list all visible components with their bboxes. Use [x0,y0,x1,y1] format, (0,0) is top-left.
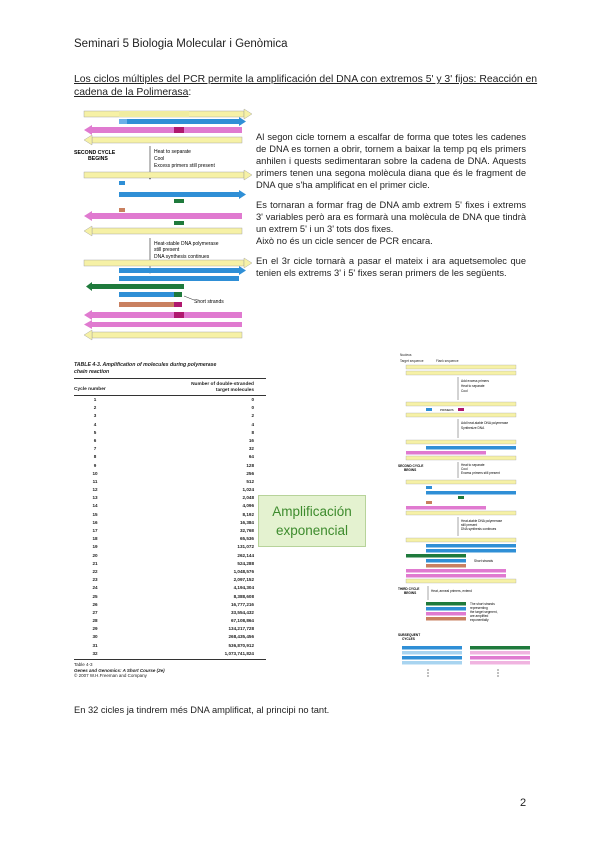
table-row [74,650,266,658]
section-title-colon: : [188,87,192,98]
amp-line-1: Amplificación [272,504,352,519]
table-row [74,519,266,527]
amplification-table [74,362,266,679]
cycle-cell: 28 [92,618,98,624]
molecules-cell: 268,435,456 [228,634,254,640]
cycle-cell: 18 [92,536,98,542]
molecules-cell: 536,870,912 [228,642,254,648]
strand-top-1 [84,109,252,119]
table-row [74,421,266,429]
rf-still: still present [461,523,478,527]
table-row [74,642,266,650]
table-row [74,478,266,486]
table-row [74,486,266,494]
cycle-cell: 3 [93,413,97,419]
table-row [74,527,266,535]
cycle-cell: 29 [92,626,98,632]
molecules-cell: 8,388,608 [233,593,254,599]
heat-stable-label: Heat-stable DNA polymerase [154,241,219,247]
page-number: 2 [520,797,527,809]
page-header: Seminari 5 Biologia Molecular i Genòmica [74,38,288,50]
rf-heat2: Heat to separate [461,463,485,467]
table-row [74,453,266,461]
col-molecules-line2: target molecules [215,387,254,393]
table-title-1: TABLE 4-3. Amplification of molecules during polymerase [74,362,217,368]
cycle-cell: 7 [93,446,97,452]
cycle-cell: 5 [93,429,97,435]
section-title [74,73,544,99]
excess-label: Excess primers still present [154,163,215,169]
explanation-text [256,131,526,287]
rf-excess: Excess primers still present [461,471,500,475]
cycle-cell: 32 [92,650,98,656]
rf-heat3: Heat, anneal primers, extend [431,589,472,593]
table-row [74,625,266,633]
table-body [74,396,266,658]
molecules-cell: 2 [251,413,254,419]
table-row [74,609,266,617]
table-row [74,617,266,625]
rf-final5: exponentially [470,618,489,622]
rf-begins: BEGINS [404,468,417,472]
cycle-cell: 22 [92,568,98,574]
cycle-cell: 24 [92,585,98,591]
molecules-cell: 1,024 [242,487,254,493]
table-row [74,462,266,470]
strand-top-3 [84,125,242,135]
cycle-cell: 13 [92,495,98,501]
cycle-cell: 31 [92,642,98,648]
table-footer [74,662,266,679]
table-row [74,494,266,502]
cycle-cell: 8 [93,454,97,460]
molecules-cell: 524,288 [237,560,254,566]
molecules-cell: 16,777,216 [231,601,254,607]
rf-third: THIRD CYCLE [398,587,420,591]
heat-label: Heat to separate [154,149,191,155]
table-row [74,396,266,404]
molecules-cell: 262,144 [237,552,254,558]
molecules-cell: 256 [246,470,254,476]
rf-final2: representing [470,606,488,610]
table-row [74,535,266,543]
cycle-cell: 23 [92,577,98,583]
cycle-cell: 17 [92,528,98,533]
cycle-cell: 30 [92,634,98,640]
strand-top-4 [84,135,242,145]
molecules-cell: 33,554,432 [231,609,254,615]
molecules-cell: 128 [246,462,254,468]
pcr-cycle-diagram [74,100,254,352]
molecules-cell: 67,108,864 [231,618,254,624]
table-row [74,601,266,609]
rf-final4: are amplified [470,614,489,618]
molecules-cell: 32 [248,446,254,452]
table-row [74,437,266,445]
still-present-label: still present [154,247,180,253]
cycle-cell: 14 [92,503,98,509]
table-row [74,404,266,412]
second-cycle-label: SECOND CYCLE [74,150,116,156]
cycle-cell: 20 [92,552,98,558]
molecules-cell: 16 [248,437,254,443]
cycle-cell: 11 [92,478,98,484]
rf-subsequent: SUBSEQUENT [398,633,421,637]
paragraph-3: Això no és un cicle sencer de PCR encara. [256,236,433,246]
rf-add-poly: Add heat-stable DNA polymerase [461,421,509,425]
molecules-cell: 1,048,576 [233,568,254,574]
section-title-text: Los ciclos múltiples del PCR permite la amplificación del DNA con extremos 5' y 3' fijos: Reacción en cadena de la Polimerasa [74,74,538,98]
rf-final1: The short strands [470,602,495,606]
cycle-cell: 16 [92,519,98,525]
molecules-cell: 512 [246,478,254,484]
cycle-cell: 6 [93,437,97,443]
molecules-cell: 2,097,152 [233,577,254,583]
rf-flank: Flank sequence [436,359,459,363]
cycle-cell: 26 [92,601,98,607]
table-row [74,568,266,576]
molecules-cell: 134,217,728 [228,626,254,632]
rf-second: SECOND CYCLE [398,464,424,468]
molecules-cell: 4,194,304 [233,585,254,591]
molecules-cell: 8 [251,429,254,435]
rf-target: Target sequence [400,359,424,363]
table-row [74,445,266,453]
table-foot-label: Table 4-3 [74,662,93,667]
table-header [74,379,266,395]
table-row [74,502,266,510]
molecules-cell: 65,536 [239,536,254,542]
rf-cool2: Cool [461,467,468,471]
rf-heat-stable: Heat-stable DNA polymerase [461,519,503,523]
molecules-cell: 32,768 [239,528,254,533]
amplification-box [258,495,366,547]
rf-cycles: CYCLES [402,637,415,641]
table-row [74,543,266,551]
cycle-cell: 9 [93,462,97,468]
molecules-cell: 0 [251,397,254,402]
begins-label: BEGINS [88,156,108,162]
rf-cool: Cool [461,389,468,393]
table-title-2: chain reaction [74,368,110,375]
rf-nucleus: Nucleus [400,353,412,357]
col-molecules [144,382,254,393]
table-row [74,511,266,519]
table-row [74,470,266,478]
rf-short: Short strands [474,559,493,563]
molecules-cell: 1,073,741,824 [224,650,254,656]
amp-line-2: exponencial [275,523,349,538]
molecules-cell: 2,048 [242,495,254,501]
molecules-cell: 8,192 [242,511,254,517]
table-row [74,584,266,592]
cycle-cell: 21 [92,560,98,566]
table-row [74,412,266,420]
table-copyright: © 2007 W.H.Freeman and Company [74,673,147,678]
table-row [74,552,266,560]
cool-label: Cool [154,156,165,162]
table-row [74,429,266,437]
cycle-cell: 19 [92,544,98,550]
molecules-cell: 16,384 [239,519,254,525]
rf-heat-sep: Heat to separate [461,384,485,388]
cycle-cell: 12 [92,487,98,493]
paragraph-2: Es tornaran a formar frag de DNA amb extrem 5' fixes i extrems 3' variables però ara es formarà una molècula de DNA que tindrà un extrem 5' i un 3' tots dos fixes. [256,200,526,234]
rf-third-begins: BEGINS [404,591,417,595]
paragraph-4: En el 3r cicle tornarà a pasar el mateix i ara aquetsemolec que tenien els extrems 3' i 5' fixes seran primers de les següents. [256,256,526,278]
table-source: Genes and Genomics: A Short Course (2e) [74,667,165,673]
cycle-cell: 1 [93,397,97,402]
cycle-cell: 25 [92,593,98,599]
col-molecules-line1: Number of double-stranded [191,382,254,387]
cycle-cell: 2 [93,405,97,411]
cycle-cell: 4 [93,421,97,427]
molecules-cell: 131,072 [237,544,254,550]
rf-primers: PRIMERS [440,408,454,412]
pcr-full-diagram [398,350,548,698]
rf-synth: Synthesize DNA [461,426,485,430]
table-row [74,593,266,601]
molecules-cell: 4 [251,421,254,427]
cycle-cell: 10 [92,470,98,476]
strand-top-2 [119,117,246,126]
molecules-cell: 0 [251,405,254,411]
rf-add-primers: Add excess primers [461,379,489,383]
short-strands-label: Short strands [194,299,224,305]
molecules-cell: 64 [248,454,254,460]
cycle-cell: 15 [92,511,98,517]
col-cycle-number: Cycle number [74,387,106,392]
cycle-cell: 27 [92,609,98,615]
footer-note: En 32 cicles ja tindrem més DNA amplificat, al principi no tant. [74,705,330,715]
table-row [74,560,266,568]
paragraph-1: Al segon cicle tornem a escalfar de forma que totes les cadenes de DNA es tornen a obrir, tornem a baixar la temp pq els primers anhilen i quests sedimentaran sobre la cadena de DNA. Aquests primers tenen una segona molècula diana que és le fragment de DNA que s'ha amplificat en el primer cicle. [256,132,526,190]
rf-final3: the target segment, [470,610,498,614]
table-row [74,633,266,641]
synthesis-label: DNA synthesis continues [154,254,210,260]
molecules-cell: 4,096 [242,503,254,509]
rf-cont: DNA synthesis continues [461,527,497,531]
table-row [74,576,266,584]
